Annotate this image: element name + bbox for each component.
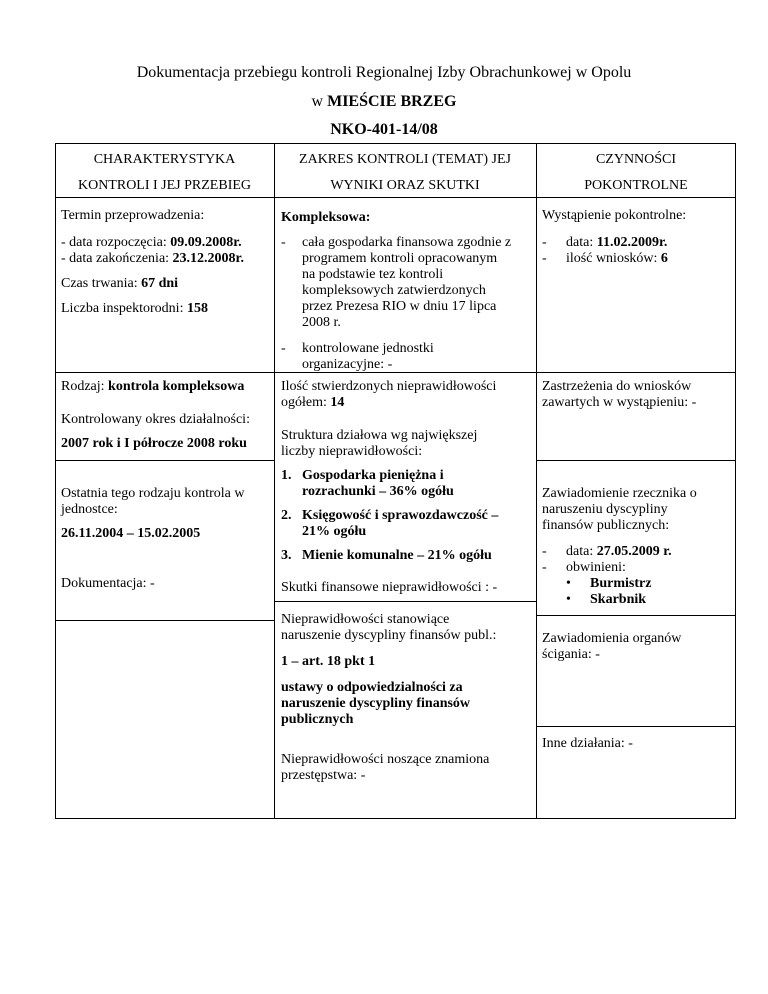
termin-label: Termin przeprowadzenia:	[61, 208, 205, 223]
crime-line1: Nieprawidłowości noszące znamiona	[281, 752, 490, 767]
scope-item-1-line5: przez Prezesa RIO w dniu 17 lipca	[302, 299, 497, 314]
duration-label: Czas trwania:	[61, 276, 138, 291]
structure-item-2-line2: 21% ogółu	[302, 524, 367, 539]
col2-divider-1	[274, 601, 536, 602]
kompleksowa-label: Kompleksowa:	[281, 210, 371, 225]
control-type-value: kontrola kompleksowa	[108, 379, 245, 394]
end-date	[61, 251, 244, 267]
documentation: Dokumentacja: -	[61, 576, 155, 591]
col2-header-line1: ZAKRES KONTROLI (TEMAT) JEJ	[299, 152, 511, 167]
post-control-date	[566, 235, 667, 251]
scope-item-2-line1: kontrolowane jednostki	[302, 341, 434, 356]
structure-item-1-line2: rozrachunki – 36% ogółu	[302, 484, 454, 499]
inspector-days-value: 158	[186, 301, 208, 316]
col1-divider-2	[55, 620, 274, 621]
accused-label: obwinieni:	[566, 560, 626, 575]
last-control-label-2: jednostce:	[61, 502, 118, 517]
structure-item-3-number: 3.	[281, 548, 292, 563]
col3-divider-2	[536, 615, 736, 616]
reservations-line1: Zastrzeżenia do wniosków	[542, 379, 692, 394]
spokesman-notice-line1: Zawiadomienie rzecznika o	[542, 486, 697, 501]
motions-count-label: ilość wniosków:	[566, 251, 658, 266]
col2-header-line2: WYNIKI ORAZ SKUTKI	[330, 178, 480, 193]
accused-person-1: Burmistrz	[590, 576, 652, 591]
motions-count	[566, 251, 668, 267]
post-control-date-value: 11.02.2009r.	[596, 235, 668, 250]
notice-date-value: 27.05.2009 r.	[596, 544, 672, 559]
table-header-border	[55, 197, 736, 198]
discipline-line2: naruszenie dyscypliny finansów publ.:	[281, 628, 497, 643]
scope-item-2-line2: organizacyjne: -	[302, 357, 393, 372]
table-bottom-border	[55, 818, 736, 819]
irregularities-count-value: 14	[330, 395, 345, 410]
law-line1: ustawy o odpowiedzialności za	[281, 680, 463, 695]
irregularities-count-line2	[281, 395, 344, 411]
scope-item-1-line4: kompleksowych zatwierdzonych	[302, 283, 486, 298]
col1-header-line1: CHARAKTERYSTYKA	[93, 152, 236, 167]
document-title: Dokumentacja przebiegu kontroli Regionalnej Izby Obrachunkowej w Opolu	[136, 64, 632, 81]
col1-divider-1	[55, 460, 274, 461]
discipline-article: 1 – art. 18 pkt 1	[281, 654, 376, 669]
dash-marker: -	[542, 251, 547, 266]
crime-line2: przestępstwa: -	[281, 768, 366, 783]
irregularities-count-line1: Ilość stwierdzonych nieprawidłowości	[281, 379, 497, 394]
dash-marker: -	[281, 341, 286, 356]
col3-divider-3	[536, 726, 736, 727]
dash-marker: -	[542, 235, 547, 250]
control-type-label: Rodzaj:	[61, 379, 105, 394]
table-top-border	[55, 143, 736, 144]
structure-item-3-line1: Mienie komunalne – 21% ogółu	[302, 548, 492, 563]
table-row-border	[55, 372, 736, 373]
structure-item-1-number: 1.	[281, 468, 292, 483]
law-line3: publicznych	[281, 712, 354, 727]
duration-value: 67 dni	[141, 276, 179, 291]
table-right-border	[735, 143, 736, 819]
table-left-border	[55, 143, 56, 819]
accused-person-2: Skarbnik	[590, 592, 647, 607]
structure-item-1-line1: Gospodarka pieniężna i	[302, 468, 444, 483]
spokesman-notice-line3: finansów publicznych:	[542, 518, 670, 533]
control-type	[61, 379, 244, 395]
notice-date-label: data:	[566, 544, 594, 559]
end-date-value: 23.12.2008r.	[172, 251, 244, 266]
subtitle-city: MIEŚCIE BRZEG	[327, 93, 457, 110]
col3-divider-1	[536, 460, 736, 461]
notice-date	[566, 544, 672, 560]
scope-item-1-line3: na podstawie tez kontroli	[302, 267, 444, 282]
law-line2: naruszenie dyscypliny finansów	[281, 696, 471, 711]
dash-marker: -	[281, 235, 286, 250]
period-value: 2007 rok i I półrocze 2008 roku	[61, 436, 247, 451]
structure-line2: liczby nieprawidłowości:	[281, 444, 423, 459]
document-subtitle	[0, 93, 768, 111]
post-control-label: Wystąpienie pokontrolne:	[542, 208, 687, 223]
structure-item-2-number: 2.	[281, 508, 292, 523]
end-date-label: - data zakończenia:	[61, 251, 170, 266]
reservations-line2: zawartych w wystąpieniu: -	[542, 395, 697, 410]
structure-line1: Struktura działowa wg największej	[281, 428, 478, 443]
table-col-divider-2	[536, 143, 537, 819]
document-code: NKO-401-14/08	[330, 121, 438, 138]
col1-header-line2: KONTROLI I JEJ PRZEBIEG	[77, 178, 252, 193]
scope-item-1-line2: programem kontroli opracowanym	[302, 251, 498, 266]
scope-item-1-line6: 2008 r.	[302, 315, 341, 330]
start-date-label: - data rozpoczęcia:	[61, 235, 167, 250]
spokesman-notice-line2: naruszeniu dyscypliny	[542, 502, 668, 517]
scope-item-1-line1: cała gospodarka finansowa zgodnie z	[302, 235, 512, 250]
last-control-value: 26.11.2004 – 15.02.2005	[61, 526, 201, 541]
inspector-days	[61, 301, 208, 317]
discipline-line1: Nieprawidłowości stanowiące	[281, 612, 450, 627]
irregularities-count-label: ogółem:	[281, 395, 327, 410]
last-control-label-1: Ostatnia tego rodzaju kontrola w	[61, 486, 245, 501]
start-date-value: 09.09.2008r.	[170, 235, 242, 250]
dash-marker: -	[542, 560, 547, 575]
col3-header-line2: POKONTROLNE	[584, 178, 688, 193]
structure-item-2-line1: Księgowość i sprawozdawczość –	[302, 508, 499, 523]
financial-effects: Skutki finansowe nieprawidłowości : -	[281, 580, 498, 595]
dash-marker: -	[542, 544, 547, 559]
bullet-icon: •	[566, 592, 571, 607]
prosecution-notice-line2: ścigania: -	[542, 647, 600, 662]
inspector-days-label: Liczba inspektorodni:	[61, 301, 184, 316]
motions-count-value: 6	[660, 251, 668, 266]
table-col-divider-1	[274, 143, 275, 819]
duration	[61, 276, 178, 292]
bullet-icon: •	[566, 576, 571, 591]
period-label: Kontrolowany okres działalności:	[61, 412, 250, 427]
post-control-date-label: data:	[566, 235, 594, 250]
other-actions: Inne działania: -	[542, 736, 633, 751]
subtitle-prefix: w	[311, 93, 324, 110]
start-date	[61, 235, 242, 251]
prosecution-notice-line1: Zawiadomienia organów	[542, 631, 682, 646]
col3-header-line1: CZYNNOŚCI	[595, 152, 677, 167]
